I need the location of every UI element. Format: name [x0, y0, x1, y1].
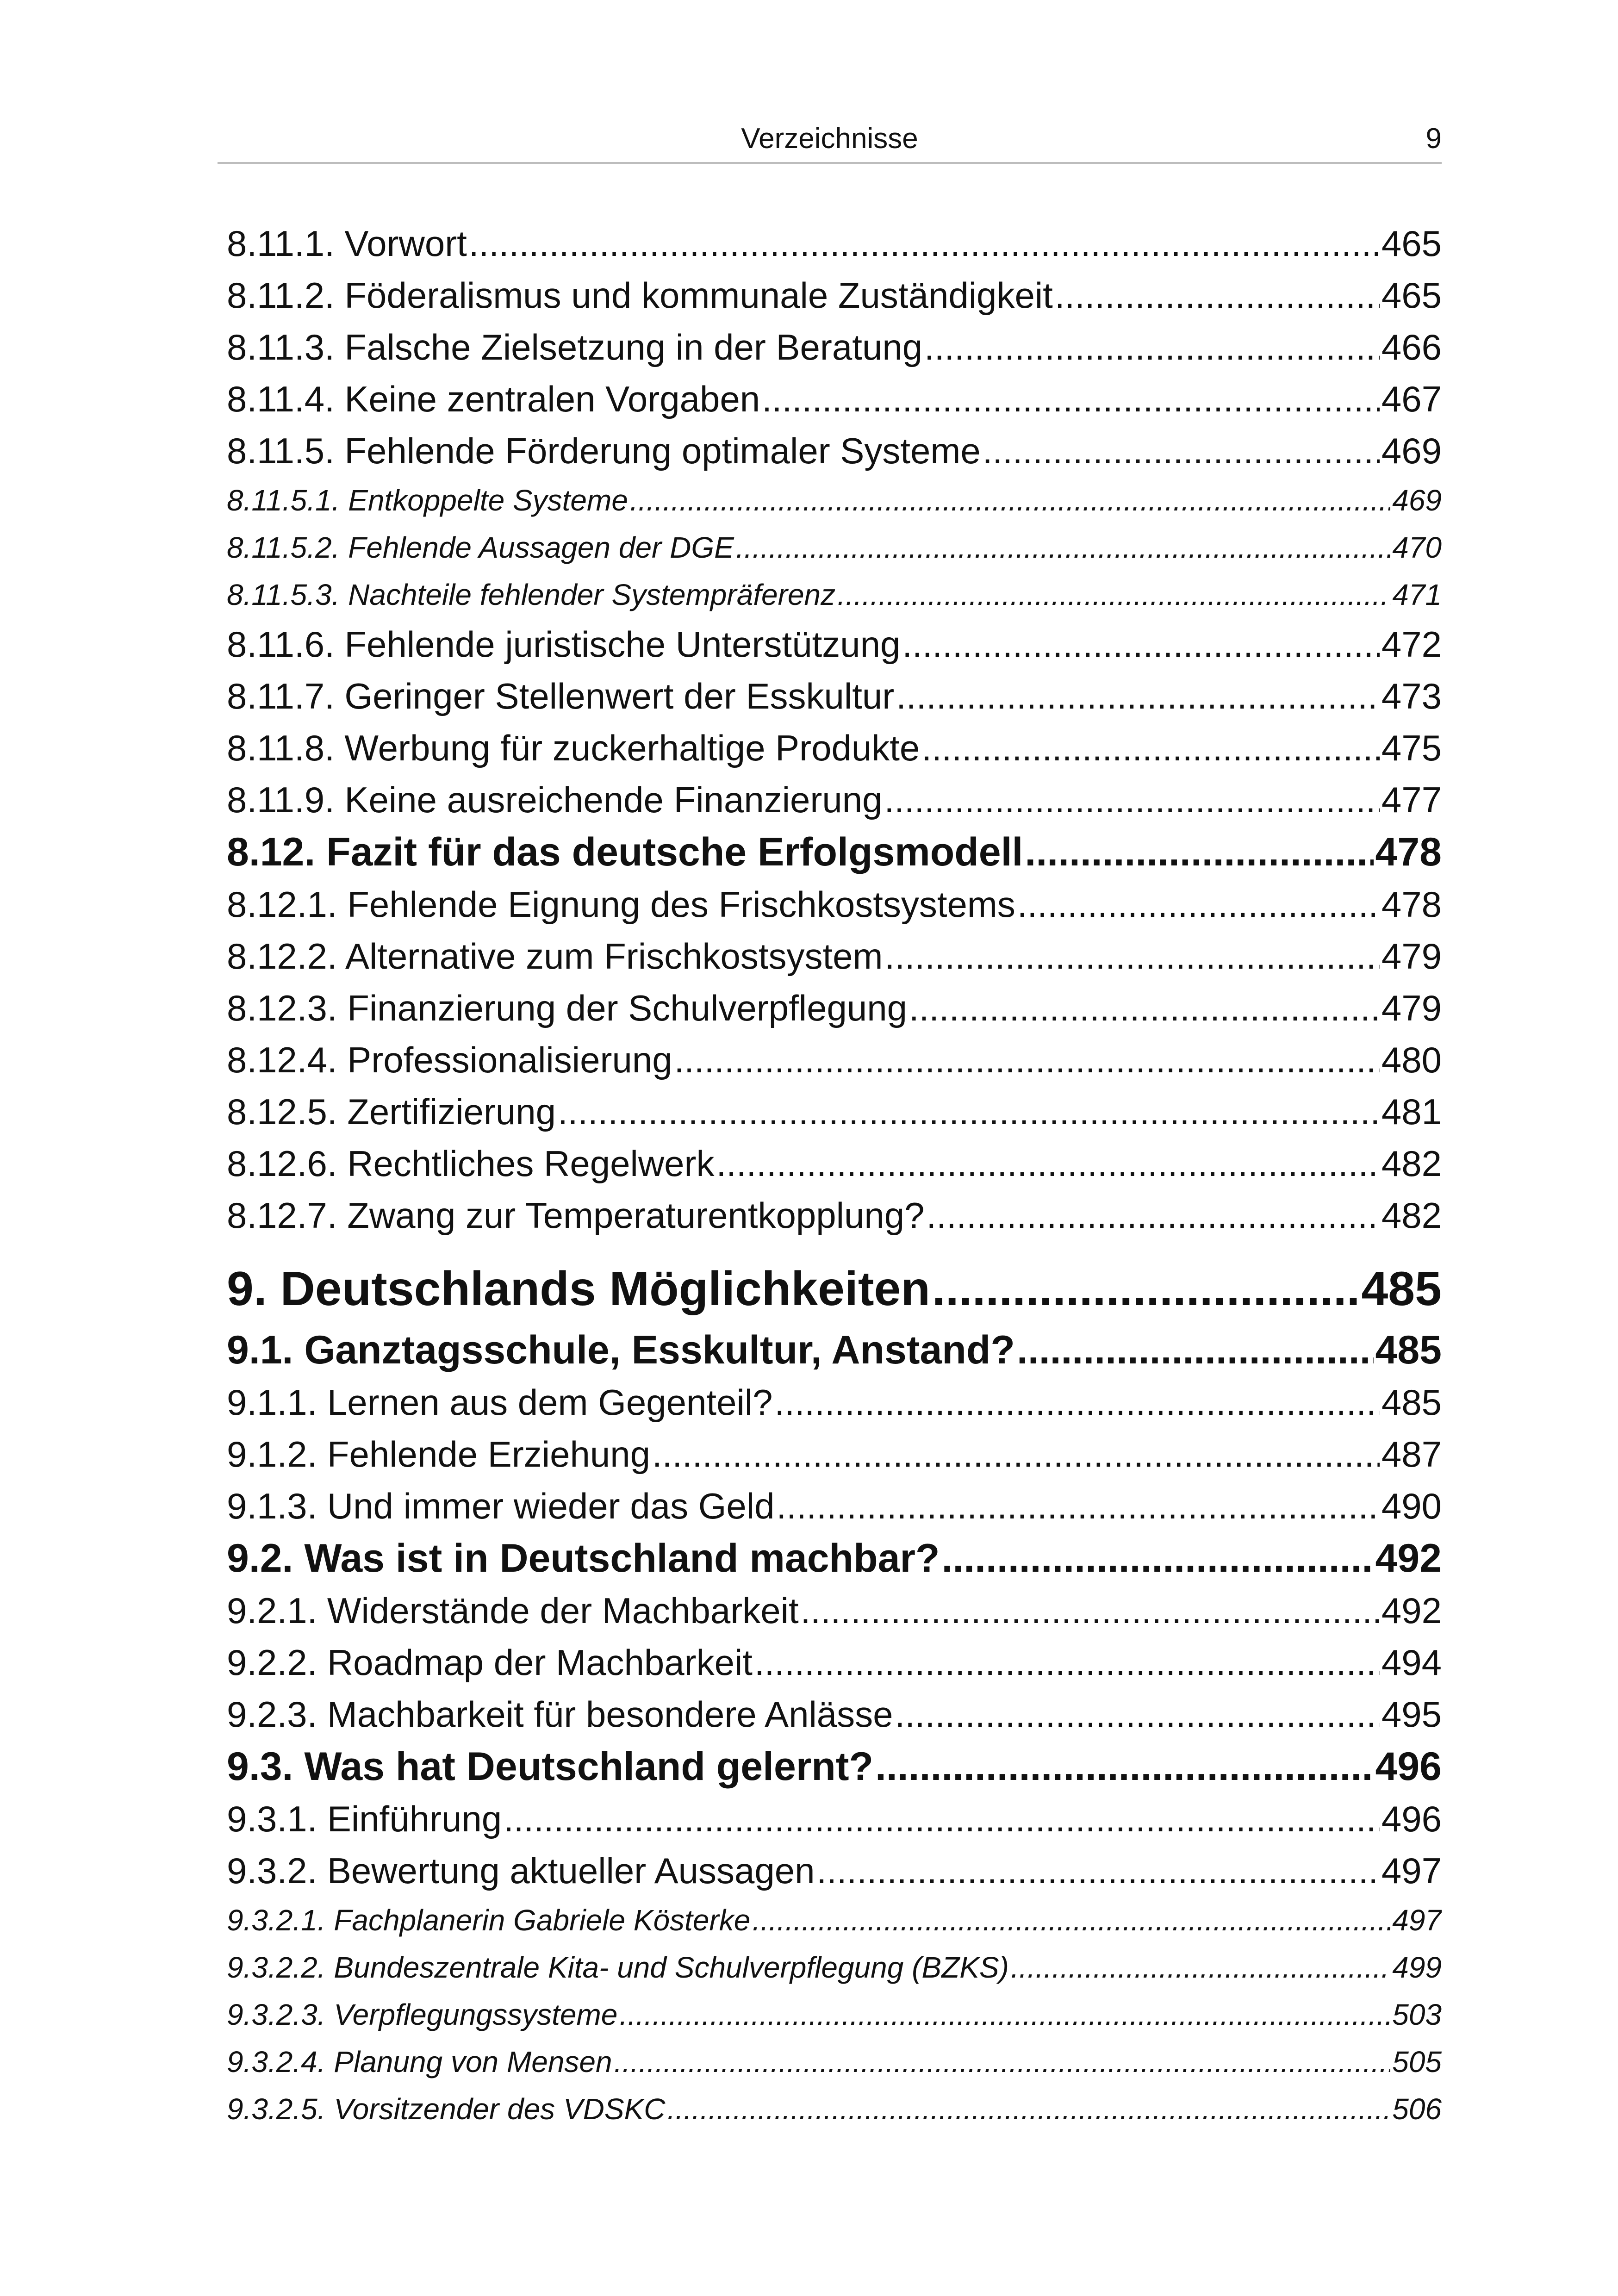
toc-entry-title: 8.12.7. Zwang zur Temperaturentkopplung?	[227, 1195, 925, 1236]
toc-entry-page: 503	[1392, 1998, 1442, 2031]
toc-entry-section	[227, 1845, 1442, 1897]
toc-entry-title: 9.1.3. Und immer wieder das Geld	[227, 1486, 775, 1526]
toc-entry-page: 466	[1381, 327, 1442, 367]
toc-entry-section	[227, 321, 1442, 373]
toc-entry-title: 9.3. Was hat Deutschland gelernt?	[227, 1744, 873, 1789]
dot-leader	[754, 1636, 1380, 1688]
toc-entry-section	[227, 1428, 1442, 1480]
dot-leader	[614, 2038, 1391, 2085]
toc-entry-page: 475	[1381, 728, 1442, 768]
toc-entry-title: 8.12.4. Professionalisierung	[227, 1039, 672, 1080]
toc-entry-page: 494	[1381, 1642, 1442, 1683]
toc-entry-title: 8.11.6. Fehlende juristische Unterstützung	[227, 624, 901, 665]
toc-entry-chapter-sub	[227, 826, 1442, 878]
toc-entry-page: 497	[1392, 1904, 1442, 1937]
toc-entry-title: 8.11.5.1. Entkoppelte Systeme	[227, 484, 628, 517]
toc-entry-page: 490	[1381, 1486, 1442, 1526]
dot-leader	[932, 1254, 1360, 1324]
toc-entry-page: 505	[1392, 2045, 1442, 2078]
dot-leader	[983, 425, 1380, 477]
toc-entry-title: 9.2.3. Machbarkeit für besondere Anlässe	[227, 1694, 893, 1735]
toc-entry-section	[227, 930, 1442, 982]
toc-entry-page: 477	[1381, 779, 1442, 820]
toc-entry-title: 9.1.2. Fehlende Erziehung	[227, 1434, 650, 1475]
toc-entry-page: 492	[1375, 1536, 1442, 1580]
toc-entry-page: 478	[1375, 830, 1442, 874]
dot-leader	[619, 1991, 1390, 2038]
toc-entry-title: 8.11.7. Geringer Stellenwert der Esskultur	[227, 676, 895, 716]
dot-leader	[837, 571, 1390, 618]
dot-leader	[762, 373, 1380, 425]
toc-entry-page: 485	[1375, 1328, 1442, 1372]
toc-entry-title: 8.11.9. Keine ausreichende Finanzierung	[227, 779, 883, 820]
toc-entry-page: 472	[1381, 624, 1442, 665]
toc-entry-page: 480	[1381, 1039, 1442, 1080]
toc-entry-chapter-sub	[227, 1532, 1442, 1585]
toc-entry-title: 8.11.5. Fehlende Förderung optimaler Systeme	[227, 430, 981, 471]
toc-entry-section	[227, 1688, 1442, 1740]
toc-entry-section	[227, 1034, 1442, 1086]
toc-entry-section	[227, 878, 1442, 930]
toc-entry-sub	[227, 524, 1442, 571]
toc-entry-title: 8.12.6. Rechtliches Regelwerk	[227, 1143, 715, 1184]
dot-leader	[667, 2085, 1390, 2133]
dot-leader	[817, 1845, 1380, 1897]
dot-leader	[674, 1034, 1380, 1086]
toc-entry-section	[227, 1585, 1442, 1636]
toc-entry-title: 9.3.2. Bewertung aktueller Aussagen	[227, 1850, 815, 1891]
dot-leader	[927, 1189, 1380, 1241]
toc-entry-title: 9.1.1. Lernen aus dem Gegenteil?	[227, 1382, 773, 1423]
toc-entry-page: 485	[1361, 1262, 1442, 1316]
toc-entry-section	[227, 269, 1442, 321]
toc-entry-section	[227, 722, 1442, 774]
toc-entry-sub	[227, 1991, 1442, 2038]
dot-leader	[1055, 269, 1380, 321]
dot-leader	[504, 1793, 1380, 1845]
toc-entry-title: 8.12.1. Fehlende Eignung des Frischkostsystems	[227, 884, 1015, 925]
toc-entry-title: 8.11.3. Falsche Zielsetzung in der Beratung	[227, 327, 923, 367]
dot-leader	[801, 1585, 1380, 1636]
toc-entry-section	[227, 1793, 1442, 1845]
toc-entry-title: 9.2. Was ist in Deutschland machbar?	[227, 1536, 940, 1580]
toc-entry-title: 9.3.2.4. Planung von Mensen	[227, 2045, 612, 2078]
toc-entry-title: 8.11.2. Föderalismus und kommunale Zuständigkeit	[227, 275, 1053, 316]
toc-entry-title: 8.12.3. Finanzierung der Schulverpflegung	[227, 988, 907, 1028]
toc-entry-sub	[227, 2038, 1442, 2085]
toc-entry-page: 478	[1381, 884, 1442, 925]
toc-entry-page: 485	[1381, 1382, 1442, 1423]
dot-leader	[885, 930, 1380, 982]
toc-entry-page: 469	[1381, 430, 1442, 471]
page-header	[218, 111, 1442, 164]
toc-entry-section	[227, 1189, 1442, 1241]
toc-entry-section	[227, 425, 1442, 477]
toc-entry-section	[227, 373, 1442, 425]
dot-leader	[558, 1086, 1380, 1138]
toc-entry-chapter-sub	[227, 1740, 1442, 1793]
toc-entry-title: 9.2.2. Roadmap der Machbarkeit	[227, 1642, 753, 1683]
toc-entry-section	[227, 982, 1442, 1034]
toc-entry-page: 465	[1381, 275, 1442, 316]
toc-entry-title: 8.12. Fazit für das deutsche Erfolgsmodell	[227, 830, 1023, 874]
dot-leader	[924, 321, 1380, 373]
dot-leader	[909, 982, 1380, 1034]
dot-leader	[1017, 878, 1380, 930]
toc-entry-page: 499	[1392, 1951, 1442, 1984]
toc-entry-sub	[227, 477, 1442, 524]
toc-entry-sub	[227, 571, 1442, 618]
toc-entry-page: 479	[1381, 988, 1442, 1028]
toc-entry-page: 470	[1392, 531, 1442, 564]
toc-entry-chapter	[227, 1254, 1442, 1324]
toc-entry-page: 506	[1392, 2092, 1442, 2126]
toc-entry-page: 487	[1381, 1434, 1442, 1475]
toc-entry-page: 496	[1381, 1798, 1442, 1839]
dot-leader	[752, 1897, 1390, 1944]
toc-entry-page: 467	[1381, 379, 1442, 419]
toc-entry-chapter-sub	[227, 1324, 1442, 1376]
toc-entry-title: 9.3.2.1. Fachplanerin Gabriele Kösterke	[227, 1904, 751, 1937]
toc-entry-title: 8.11.5.3. Nachteile fehlender Systempräferenz	[227, 578, 836, 611]
dot-leader	[630, 477, 1390, 524]
toc-entry-sub	[227, 1897, 1442, 1944]
toc-entry-title: 9.1. Ganztagsschule, Esskultur, Anstand?	[227, 1328, 1015, 1372]
toc-entry-page: 482	[1381, 1195, 1442, 1236]
toc-entry-title: 8.11.8. Werbung für zuckerhaltige Produkte	[227, 728, 920, 768]
toc-entry-section	[227, 218, 1442, 269]
toc-entry-title: 8.11.4. Keine zentralen Vorgaben	[227, 379, 760, 419]
dot-leader	[652, 1428, 1380, 1480]
toc-entry-title: 9.2.1. Widerstände der Machbarkeit	[227, 1590, 799, 1631]
toc-entry-title: 8.11.1. Vorwort	[227, 223, 467, 264]
toc-entry-section	[227, 1480, 1442, 1532]
dot-leader	[469, 218, 1380, 269]
toc-entry-section	[227, 1138, 1442, 1189]
toc-entry-page: 479	[1381, 936, 1442, 977]
dot-leader	[1025, 826, 1373, 878]
dot-leader	[777, 1480, 1380, 1532]
toc-entry-title: 8.12.5. Zertifizierung	[227, 1091, 556, 1132]
toc-entry-page: 496	[1375, 1744, 1442, 1789]
dot-leader	[1011, 1944, 1390, 1991]
dot-leader	[921, 722, 1380, 774]
running-header-title: Verzeichnisse	[741, 123, 918, 155]
toc-entry-page: 495	[1381, 1694, 1442, 1735]
toc-entry-title: 8.12.2. Alternative zum Frischkostsystem	[227, 936, 883, 977]
toc-entry-section	[227, 1086, 1442, 1138]
toc-entry-page: 471	[1392, 578, 1442, 611]
toc-entry-title: 9.3.2.5. Vorsitzender des VDSKC	[227, 2092, 666, 2126]
toc-entry-section	[227, 670, 1442, 722]
toc-entry-title: 9.3.1. Einführung	[227, 1798, 502, 1839]
toc-entry-sub	[227, 1944, 1442, 1991]
toc-entry-title: 8.11.5.2. Fehlende Aussagen der DGE	[227, 531, 734, 564]
dot-leader	[875, 1740, 1374, 1793]
toc-entry-page: 481	[1381, 1091, 1442, 1132]
toc-entry-section	[227, 618, 1442, 670]
toc-entry-page: 492	[1381, 1590, 1442, 1631]
toc-entry-page: 482	[1381, 1143, 1442, 1184]
table-of-contents	[227, 218, 1442, 2133]
toc-entry-page: 469	[1392, 484, 1442, 517]
toc-entry-page: 465	[1381, 223, 1442, 264]
dot-leader	[941, 1532, 1373, 1585]
toc-entry-sub	[227, 2085, 1442, 2133]
toc-entry-page: 473	[1381, 676, 1442, 716]
toc-entry-section	[227, 1636, 1442, 1688]
dot-leader	[736, 524, 1390, 571]
dot-leader	[884, 774, 1380, 826]
toc-entry-title: 9.3.2.2. Bundeszentrale Kita- und Schulverpflegung (BZKS)	[227, 1951, 1009, 1984]
toc-entry-section	[227, 1376, 1442, 1428]
dot-leader	[895, 1688, 1380, 1740]
dot-leader	[902, 618, 1379, 670]
toc-entry-title: 9. Deutschlands Möglichkeiten	[227, 1262, 930, 1316]
dot-leader	[896, 670, 1380, 722]
toc-entry-title: 9.3.2.3. Verpflegungssysteme	[227, 1998, 618, 2031]
toc-entry-section	[227, 774, 1442, 826]
page-number: 9	[1425, 123, 1442, 155]
dot-leader	[1017, 1324, 1374, 1376]
toc-entry-page: 497	[1381, 1850, 1442, 1891]
dot-leader	[774, 1376, 1379, 1428]
dot-leader	[716, 1138, 1380, 1189]
